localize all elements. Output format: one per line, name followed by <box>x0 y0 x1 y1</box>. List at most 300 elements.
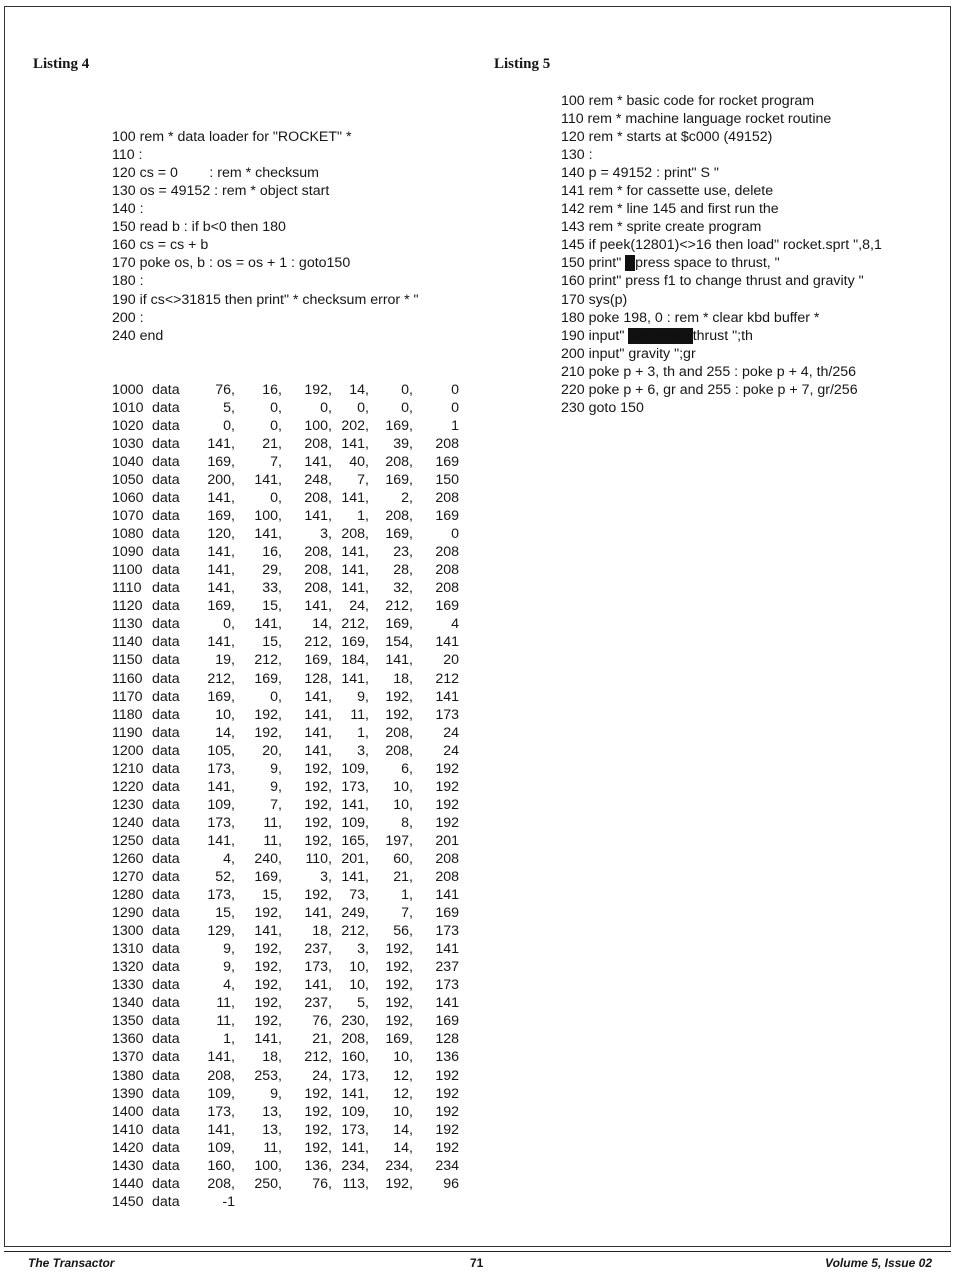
data-value: 141, <box>304 742 332 759</box>
data-value: 2, <box>401 490 413 507</box>
data-value: 141, <box>341 1085 369 1102</box>
data-value: 0, <box>270 490 282 507</box>
data-value: 10, <box>393 1103 413 1120</box>
data-value: 3, <box>320 526 332 543</box>
data-keyword: data <box>152 490 180 507</box>
listing-5-heading: Listing 5 <box>494 56 551 72</box>
data-value: 141, <box>304 688 332 705</box>
data-value: 141, <box>254 923 282 940</box>
data-value: 141, <box>341 796 369 813</box>
data-value: 141, <box>254 526 282 543</box>
data-value: 141, <box>341 490 369 507</box>
data-keyword: data <box>152 562 180 579</box>
data-value: 14, <box>349 381 369 398</box>
data-value: 192, <box>304 814 332 831</box>
code-line: 180 : <box>112 273 144 290</box>
code-line: 150 print" qpress space to thrust, " <box>561 255 780 272</box>
data-value: 14, <box>393 1121 413 1138</box>
line-number: 1060 <box>112 490 144 507</box>
code-line: 130 os = 49152 : rem * object start <box>112 183 330 200</box>
code-line: 230 goto 150 <box>561 399 644 416</box>
data-value: 192 <box>435 796 459 813</box>
line-number: 1280 <box>112 887 144 904</box>
data-value: 150 <box>435 471 459 488</box>
data-value: 192, <box>304 1139 332 1156</box>
data-value: 141, <box>207 832 235 849</box>
data-value: -1 <box>222 1193 235 1210</box>
data-keyword: data <box>152 1193 180 1210</box>
data-value: 173, <box>207 887 235 904</box>
data-value: 10, <box>393 796 413 813</box>
data-value: 169, <box>304 652 332 669</box>
data-value: 4, <box>223 977 235 994</box>
line-number: 1120 <box>112 598 143 615</box>
reverse-video-char: q <box>626 255 635 272</box>
data-value: 208, <box>341 526 369 543</box>
data-value: 0, <box>270 417 282 434</box>
line-number: 1020 <box>112 417 144 434</box>
data-value: 0, <box>270 399 282 416</box>
reverse-video-chars: sqqqqqqq <box>629 327 692 344</box>
line-number: 1370 <box>112 1049 144 1066</box>
data-value: 208, <box>385 453 413 470</box>
data-value: 6, <box>401 760 413 777</box>
data-line <box>112 615 459 633</box>
data-value: 15, <box>262 598 282 615</box>
data-value: 21, <box>262 435 282 452</box>
line-number: 1180 <box>112 706 143 723</box>
data-value: 141 <box>435 887 459 904</box>
data-keyword: data <box>152 471 180 488</box>
data-value: 154, <box>385 634 413 651</box>
data-value: 173, <box>341 778 369 795</box>
line-number: 1150 <box>112 652 143 669</box>
line-number: 1330 <box>112 977 144 994</box>
data-value: 212, <box>304 634 332 651</box>
data-line <box>112 814 459 832</box>
data-value: 141 <box>435 688 459 705</box>
line-number: 1010 <box>112 399 144 416</box>
data-value: 141, <box>304 453 332 470</box>
data-value: 10, <box>393 778 413 795</box>
code-line: 210 poke p + 3, th and 255 : poke p + 4, th/256 <box>561 363 857 380</box>
data-value: 192, <box>385 1175 413 1192</box>
code-line: 160 print" press f1 to change thrust and gravity " <box>561 273 864 290</box>
data-line <box>112 1012 459 1030</box>
code-line: 100 rem * basic code for rocket program <box>561 93 815 109</box>
data-value: 169 <box>435 508 459 525</box>
data-value: 169, <box>385 471 413 488</box>
data-value: 192 <box>435 778 459 795</box>
code-line: 150 read b : if b<0 then 180 <box>112 219 286 236</box>
data-value: 169, <box>385 1031 413 1048</box>
data-keyword: data <box>152 778 180 795</box>
line-number: 1400 <box>112 1103 144 1120</box>
data-value: 39, <box>393 435 413 452</box>
data-value: 32, <box>393 580 413 597</box>
data-value: 201 <box>435 832 459 849</box>
data-value: 20, <box>262 742 282 759</box>
data-keyword: data <box>152 1013 180 1030</box>
data-keyword: data <box>152 1103 180 1120</box>
data-value: 0 <box>451 381 459 398</box>
data-value: 0, <box>223 616 235 633</box>
data-line <box>112 688 459 706</box>
code-line: 200 : <box>112 309 144 326</box>
data-value: 1, <box>401 887 413 904</box>
data-value: 192, <box>304 1121 332 1138</box>
line-number: 1000 <box>112 381 144 398</box>
data-value: 141 <box>435 995 459 1012</box>
data-keyword: data <box>152 453 180 470</box>
data-keyword: data <box>152 1049 180 1066</box>
data-keyword: data <box>152 616 180 633</box>
data-value: 76, <box>215 381 235 398</box>
data-value: 169, <box>385 526 413 543</box>
data-value: 9, <box>357 688 369 705</box>
data-value: 10, <box>393 1049 413 1066</box>
data-line <box>112 633 459 651</box>
data-value: 212, <box>341 616 369 633</box>
data-value: 10, <box>349 977 369 994</box>
data-line <box>112 471 459 489</box>
data-value: 29, <box>262 562 282 579</box>
line-number: 1100 <box>112 562 143 579</box>
data-value: 192, <box>385 995 413 1012</box>
line-number: 1320 <box>112 959 144 976</box>
data-value: 192, <box>254 706 282 723</box>
data-line <box>112 994 459 1012</box>
code-line: 143 rem * sprite create program <box>561 219 762 236</box>
data-value: 208, <box>207 1175 235 1192</box>
line-number: 1040 <box>112 453 144 470</box>
code-line: 120 rem * starts at $c000 (49152) <box>561 129 773 146</box>
data-value: 141, <box>341 869 369 886</box>
data-value: 110, <box>305 850 332 867</box>
data-value: 109, <box>207 1139 235 1156</box>
line-number: 1170 <box>112 688 143 705</box>
data-value: 21, <box>393 869 413 886</box>
data-value: 11, <box>263 814 282 831</box>
data-line <box>112 1157 459 1175</box>
line-number: 1390 <box>112 1085 144 1102</box>
data-value: 4, <box>223 850 235 867</box>
code-line: 160 cs = cs + b <box>112 237 209 254</box>
data-value: 109, <box>341 760 369 777</box>
data-value: 169, <box>254 869 282 886</box>
data-value: 169, <box>207 508 235 525</box>
data-value <box>413 1193 459 1211</box>
data-value: 208, <box>207 1067 235 1084</box>
data-value: 192, <box>385 977 413 994</box>
code-line: 190 if cs<>31815 then print" * checksum error * " <box>112 291 419 308</box>
data-value: 141, <box>207 634 235 651</box>
data-line <box>112 543 459 561</box>
data-line <box>112 832 459 850</box>
data-value: 212, <box>207 670 235 687</box>
data-value: 192, <box>385 959 413 976</box>
data-line <box>112 561 459 579</box>
data-value: 16, <box>262 544 282 561</box>
data-value: 16, <box>262 381 282 398</box>
code-line: 142 rem * line 145 and first run the <box>561 201 779 218</box>
data-value: 10, <box>349 959 369 976</box>
line-number: 1250 <box>112 832 144 849</box>
data-value: 11, <box>350 706 369 723</box>
data-value: 212 <box>435 670 459 687</box>
data-value: 15, <box>215 905 235 922</box>
data-line <box>112 850 459 868</box>
data-value: 192, <box>304 796 332 813</box>
line-number: 1440 <box>112 1175 144 1192</box>
data-line <box>112 724 459 742</box>
data-value: 9, <box>223 941 235 958</box>
data-value: 0, <box>270 688 282 705</box>
data-value: 169, <box>341 634 369 651</box>
code-line: 110 rem * machine language rocket routine <box>561 111 832 128</box>
data-value: 192, <box>254 977 282 994</box>
data-line <box>112 1067 459 1085</box>
data-value: 208, <box>304 544 332 561</box>
data-value: 249, <box>341 905 369 922</box>
data-value: 184, <box>341 652 369 669</box>
line-number: 1110 <box>112 580 142 597</box>
line-number: 1260 <box>112 850 144 867</box>
data-value: 0, <box>401 381 413 398</box>
data-value: 169, <box>254 670 282 687</box>
data-keyword: data <box>152 832 180 849</box>
line-number: 1160 <box>112 670 143 687</box>
code-line: 130 : <box>561 147 593 164</box>
data-line <box>112 706 459 724</box>
line-number: 1220 <box>112 778 144 795</box>
data-keyword: data <box>152 869 180 886</box>
data-keyword: data <box>152 796 180 813</box>
data-value: 129, <box>207 923 235 940</box>
data-value: 253, <box>254 1067 282 1084</box>
data-keyword: data <box>152 508 180 525</box>
footer-page-number: 71 <box>470 1256 484 1270</box>
data-value: 113, <box>342 1175 369 1192</box>
code-line: 170 poke os, b : os = os + 1 : goto150 <box>112 255 351 272</box>
data-value: 18, <box>393 670 413 687</box>
data-value: 169 <box>435 598 459 615</box>
data-value: 0, <box>401 399 413 416</box>
data-value: 24, <box>312 1067 332 1084</box>
data-value: 7, <box>357 471 369 488</box>
data-value: 212, <box>385 598 413 615</box>
data-value: 100, <box>254 1157 282 1174</box>
data-value: 208 <box>435 490 459 507</box>
data-value: 141, <box>341 580 369 597</box>
data-value: 21, <box>312 1031 332 1048</box>
data-line <box>112 579 459 597</box>
data-value: 192 <box>435 1139 459 1156</box>
data-line <box>112 958 459 976</box>
data-value: 13, <box>262 1121 282 1138</box>
data-value: 141, <box>254 1031 282 1048</box>
data-value: 109, <box>341 814 369 831</box>
data-value: 192, <box>385 1013 413 1030</box>
data-value: 56, <box>393 923 413 940</box>
data-value: 0, <box>223 417 235 434</box>
data-value: 173, <box>207 760 235 777</box>
data-value: 7, <box>401 905 413 922</box>
data-line <box>112 453 459 471</box>
data-line <box>112 399 459 417</box>
data-value: 141, <box>207 435 235 452</box>
data-keyword: data <box>152 580 180 597</box>
data-value: 33, <box>262 580 282 597</box>
code-line: 100 rem * data loader for "ROCKET" * <box>112 129 352 146</box>
data-value: 9, <box>270 760 282 777</box>
data-line <box>112 670 459 688</box>
data-line <box>112 742 459 760</box>
line-number: 1050 <box>112 471 144 488</box>
data-value: 208, <box>304 490 332 507</box>
data-value: 136, <box>304 1157 332 1174</box>
data-value: 208, <box>304 580 332 597</box>
data-value: 173 <box>435 977 459 994</box>
data-value: 0 <box>451 399 459 416</box>
data-keyword: data <box>152 670 180 687</box>
data-line <box>112 507 459 525</box>
data-value: 160, <box>341 1049 369 1066</box>
data-value: 192, <box>304 381 332 398</box>
data-value: 100, <box>304 417 332 434</box>
data-value: 173 <box>435 706 459 723</box>
data-value: 192 <box>435 760 459 777</box>
data-value: 212, <box>304 1049 332 1066</box>
code-line: 170 sys(p) <box>561 291 628 308</box>
data-value: 141, <box>207 490 235 507</box>
data-value: 141, <box>304 905 332 922</box>
code-line: 141 rem * for cassette use, delete <box>561 183 774 200</box>
data-value: 120, <box>207 526 235 543</box>
data-keyword: data <box>152 399 180 416</box>
line-number: 1300 <box>112 923 144 940</box>
line-number: 1090 <box>112 544 144 561</box>
line-number: 1190 <box>112 724 143 741</box>
data-keyword: data <box>152 742 180 759</box>
data-value: 8, <box>401 814 413 831</box>
data-keyword: data <box>152 724 180 741</box>
data-value: 208, <box>385 742 413 759</box>
listing-4-heading: Listing 4 <box>33 56 90 72</box>
data-keyword: data <box>152 1085 180 1102</box>
code-line: 240 end <box>112 327 164 344</box>
line-number: 1140 <box>112 634 143 651</box>
data-value: 169, <box>207 453 235 470</box>
data-value: 3, <box>357 742 369 759</box>
data-value: 52, <box>215 869 235 886</box>
data-value: 200, <box>207 471 235 488</box>
data-value: 1, <box>357 508 369 525</box>
line-number: 1380 <box>112 1067 144 1084</box>
line-number: 1240 <box>112 814 144 831</box>
line-number: 1130 <box>112 616 143 633</box>
code-line: 220 poke p + 6, gr and 255 : poke p + 7, gr/256 <box>561 381 858 398</box>
data-value: 173, <box>207 814 235 831</box>
line-number: 1200 <box>112 742 144 759</box>
data-value: 173, <box>304 959 332 976</box>
data-value: 20 <box>443 652 459 669</box>
footer-magazine-name: The Transactor <box>28 1256 115 1270</box>
data-value: 208 <box>435 850 459 867</box>
data-value: 9, <box>223 959 235 976</box>
data-keyword: data <box>152 814 180 831</box>
data-value: 169, <box>385 417 413 434</box>
data-value: 208, <box>385 508 413 525</box>
data-keyword: data <box>152 887 180 904</box>
data-keyword: data <box>152 1139 180 1156</box>
line-number: 1080 <box>112 526 144 543</box>
data-value: 15, <box>262 634 282 651</box>
line-number: 1430 <box>112 1157 144 1174</box>
data-line <box>112 1030 459 1048</box>
data-line <box>112 796 459 814</box>
data-value: 165, <box>341 832 369 849</box>
data-line <box>112 904 459 922</box>
data-value: 28, <box>393 562 413 579</box>
data-value: 169, <box>385 616 413 633</box>
data-value: 11, <box>263 1139 282 1156</box>
data-line <box>112 1048 459 1066</box>
data-keyword: data <box>152 1175 180 1192</box>
data-value: 240, <box>254 850 282 867</box>
data-value: 141, <box>385 652 413 669</box>
line-number: 1070 <box>112 508 144 525</box>
data-value: 141, <box>341 670 369 687</box>
data-keyword: data <box>152 905 180 922</box>
data-value: 11, <box>216 995 235 1012</box>
data-keyword: data <box>152 1067 180 1084</box>
data-value: 192 <box>435 1067 459 1084</box>
data-value: 201, <box>341 850 369 867</box>
data-keyword: data <box>152 706 180 723</box>
data-line <box>112 1193 459 1211</box>
data-value: 24 <box>443 742 459 759</box>
data-keyword: data <box>152 1031 180 1048</box>
line-number: 1410 <box>112 1121 144 1138</box>
data-value: 230, <box>341 1013 369 1030</box>
code-line: 180 poke 198, 0 : rem * clear kbd buffer * <box>561 309 820 326</box>
data-line <box>112 1175 459 1193</box>
data-value: 105, <box>207 742 235 759</box>
data-value: 3, <box>357 941 369 958</box>
data-value: 173, <box>341 1067 369 1084</box>
data-line <box>112 868 459 886</box>
data-value: 141, <box>304 598 332 615</box>
data-value: 169, <box>207 688 235 705</box>
data-value: 7, <box>270 796 282 813</box>
data-value: 141, <box>341 1139 369 1156</box>
data-line <box>112 922 459 940</box>
data-value: 173 <box>435 923 459 940</box>
data-value: 234, <box>341 1157 369 1174</box>
data-value: 76, <box>312 1175 332 1192</box>
line-number: 1340 <box>112 995 144 1012</box>
data-value: 109, <box>207 796 235 813</box>
data-line <box>112 525 459 543</box>
code-line: 140 p = 49152 : print" S " <box>561 165 719 182</box>
data-value: 141, <box>304 706 332 723</box>
data-value: 208 <box>435 869 459 886</box>
data-value: 141, <box>207 562 235 579</box>
data-value: 160, <box>207 1157 235 1174</box>
listing-5-code <box>561 92 882 417</box>
data-line <box>112 1085 459 1103</box>
